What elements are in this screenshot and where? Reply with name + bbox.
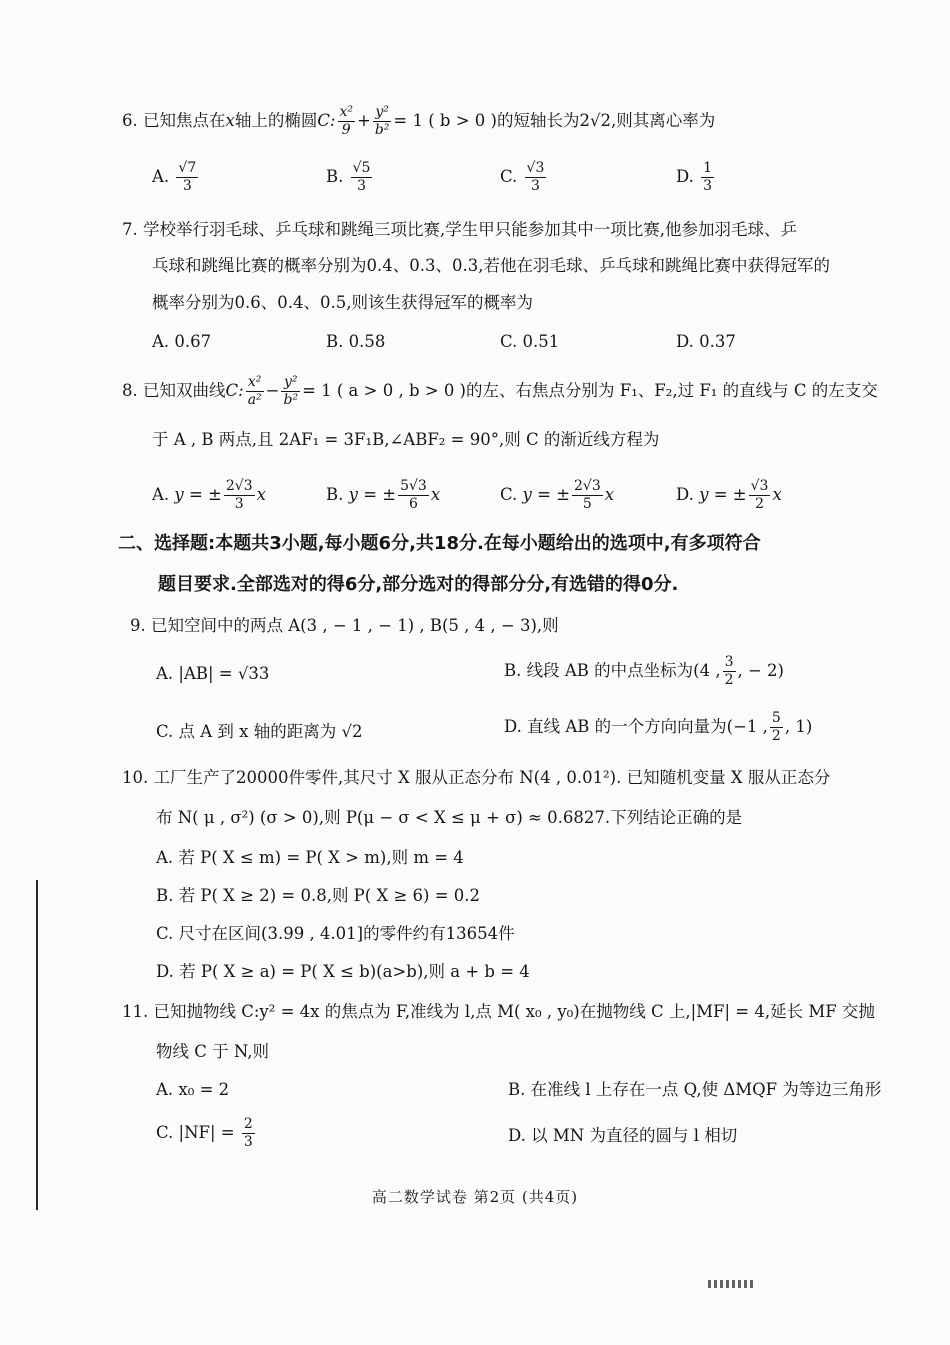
option-a [152, 160, 200, 195]
option-text: 0.67 [174, 332, 212, 351]
numerator: 5 [771, 710, 781, 726]
option-d [504, 710, 812, 745]
question-number: 10. [122, 768, 149, 787]
fraction [373, 104, 392, 139]
option-label: D. [676, 167, 694, 186]
numerator: √3 [526, 160, 545, 176]
option-c [500, 160, 548, 195]
option-c [500, 478, 614, 513]
numerator: y² [281, 374, 300, 392]
question-number: 11. [122, 1002, 149, 1021]
question-9 [130, 614, 559, 638]
numerator: √5 [352, 160, 371, 176]
numerator: √3 [750, 478, 769, 494]
question-text: 工厂生产了20000件零件,其尺寸 X 服从正态分布 N(4 , 0.01²). 已知随机变量 X 服从正态分 [153, 768, 831, 787]
option-label: A. [152, 332, 170, 351]
option-text: , 1) [784, 717, 813, 736]
denominator: 3 [243, 1134, 253, 1150]
denominator: 3 [357, 178, 366, 194]
variable: x [430, 485, 441, 504]
question-text: 已知空间中的两点 A(3 , − 1 , − 1) , B(5 , 4 , − 3),则 [151, 616, 559, 635]
option-b [326, 478, 440, 513]
question-number: 6. [122, 111, 138, 130]
option-text: D. 直线 AB 的一个方向向量为(−1 , [504, 717, 768, 736]
numerator: y² [373, 104, 392, 122]
fraction [176, 160, 198, 195]
denominator: 3 [531, 178, 540, 194]
option-label: B. [326, 167, 344, 186]
option-label: D. [676, 485, 694, 504]
option-text: y = ± [699, 485, 747, 504]
variable: x [772, 485, 782, 504]
option-b: B. 在准线 l 上存在一点 Q,使 ΔMQF 为等边三角形 [508, 1080, 882, 1099]
denominator: 3 [182, 178, 192, 194]
question-11-line-2: 物线 C 于 N,则 [156, 1042, 269, 1061]
operator: − [265, 381, 280, 400]
question-number: 9. [130, 616, 146, 635]
numerator: 2√3 [225, 478, 253, 494]
question-8 [122, 374, 878, 409]
option-text: , − 2) [737, 661, 784, 680]
option-d: D. 以 MN 为直径的圆与 l 相切 [508, 1126, 738, 1145]
fraction [242, 1116, 255, 1151]
numerator: 1 [703, 160, 713, 176]
question-10-line-2: 布 N( μ , σ²) (σ > 0),则 P(μ − σ < X ≤ μ + σ) ≈ 0.6827.下列结论正确的是 [156, 808, 743, 827]
fraction [398, 478, 429, 513]
option-text: 0.58 [348, 332, 386, 351]
question-text: 学校举行羽毛球、乒乓球和跳绳三项比赛,学生甲只能参加其中一项比赛,他参加羽毛球、乒 [143, 220, 797, 239]
denominator: 3 [703, 178, 713, 194]
variable: x [256, 485, 266, 504]
denominator: 3 [234, 496, 244, 512]
denominator: b² [283, 392, 299, 408]
option-d [676, 330, 736, 354]
option-c [500, 330, 559, 354]
variable: x [604, 485, 615, 504]
question-text: 已知抛物线 C:y² = 4x 的焦点为 F,准线为 l,点 M( x₀ , y₀)在抛物线 C 上,|MF| = 4,延长 MF 交抛 [153, 1002, 875, 1021]
denominator: 9 [341, 122, 351, 138]
question-10 [122, 766, 830, 790]
fraction [338, 104, 356, 139]
question-6 [122, 104, 715, 139]
fraction [525, 160, 547, 195]
question-text: 轴上的椭圆 [234, 111, 318, 130]
denominator: b² [374, 122, 390, 138]
fraction [770, 710, 783, 745]
fraction [749, 478, 771, 513]
section-heading: 二、选择题:本题共3小题,每小题6分,共18分.在每小题给出的选项中,有多项符合 [118, 533, 761, 554]
option-label: C. [500, 485, 518, 504]
question-number: 7. [122, 220, 138, 239]
fraction [723, 654, 736, 689]
option-label: A. [152, 485, 170, 504]
question-text: 已知双曲线 [143, 381, 226, 400]
option-text: 0.37 [699, 332, 736, 351]
question-8-line-2: 于 A , B 两点,且 2AF₁ = 3F₁B,∠ABF₂ = 90°,则 C 的渐近线方程为 [152, 430, 660, 449]
denominator: 5 [582, 496, 592, 512]
fraction [224, 478, 255, 513]
option-d [676, 160, 716, 195]
fraction [572, 478, 603, 513]
numerator: √7 [178, 160, 197, 176]
question-text: 已知焦点在 [143, 111, 226, 130]
question-7-line-2: 乓球和跳绳比赛的概率分别为0.4、0.3、0.3,若他在羽毛球、乒乓球和跳绳比赛中获得冠军的 [152, 256, 830, 275]
scan-edge-line [36, 880, 38, 1210]
page-footer: 高二数学试卷 第2页 (共4页) [371, 1188, 579, 1206]
fraction [351, 160, 373, 195]
section-heading-line-2: 题目要求.全部选对的得6分,部分选对的得部分分,有选错的得0分. [158, 574, 679, 595]
numerator: x² [246, 374, 264, 392]
option-text: 0.51 [522, 332, 560, 351]
denominator: 2 [771, 728, 781, 744]
option-b [326, 160, 374, 195]
option-label: B. [326, 485, 344, 504]
option-b [326, 330, 385, 354]
denominator: 2 [755, 496, 764, 512]
option-d: D. 若 P( X ≥ a) = P( X ≤ b)(a>b),则 a + b = 4 [156, 962, 530, 981]
numerator: x² [339, 104, 354, 120]
option-a: A. |AB| = √33 [156, 664, 270, 683]
variable: C: [317, 111, 336, 130]
denominator: 6 [409, 496, 418, 512]
question-7-line-3: 概率分别为0.6、0.4、0.5,则该生获得冠军的概率为 [152, 293, 533, 312]
numerator: 2√3 [574, 478, 601, 494]
question-text: = 1 ( a > 0 , b > 0 )的左、右焦点分别为 F₁、F₂,过 F₁ 的直线与 C 的左支交 [302, 381, 878, 400]
fraction [246, 374, 264, 409]
question-text: 的短轴长为2√2,则其离心率为 [496, 111, 716, 130]
question-7 [122, 218, 797, 242]
numerator: 3 [724, 654, 734, 670]
option-b: B. 若 P( X ≥ 2) = 0.8,则 P( X ≥ 6) = 0.2 [156, 886, 481, 905]
option-b [504, 654, 784, 689]
option-label: A. [152, 167, 170, 186]
question-number: 8. [122, 381, 138, 400]
option-c [156, 1116, 257, 1151]
option-label: D. [676, 332, 694, 351]
variable: C: [225, 381, 244, 400]
question-11 [122, 1000, 875, 1024]
fraction [281, 374, 300, 409]
option-a [152, 330, 211, 354]
option-c: C. 点 A 到 x 轴的距离为 √2 [156, 722, 363, 741]
option-label: C. [500, 167, 518, 186]
option-a: A. 若 P( X ≤ m) = P( X > m),则 m = 4 [156, 848, 464, 867]
option-text: y = ± [348, 485, 397, 504]
denominator: 2 [724, 672, 734, 688]
option-a: A. x₀ = 2 [156, 1080, 230, 1099]
option-d [676, 478, 782, 513]
option-label: B. [326, 332, 344, 351]
numerator: 5√3 [400, 478, 427, 494]
option-a [152, 478, 266, 513]
fraction [701, 160, 714, 195]
variable: x [225, 111, 235, 130]
option-text: C. |NF| = [156, 1123, 235, 1142]
qr-code-fragment [708, 1280, 754, 1288]
numerator: 2 [243, 1116, 253, 1132]
option-text: y = ± [522, 485, 571, 504]
denominator: a² [247, 392, 262, 408]
operator: + [357, 111, 371, 130]
option-label: C. [500, 332, 518, 351]
equation: = 1 ( b > 0 ) [393, 111, 497, 130]
option-c: C. 尺寸在区间(3.99 , 4.01]的零件约有13654件 [156, 924, 515, 943]
option-text: B. 线段 AB 的中点坐标为(4 , [504, 661, 721, 680]
option-text: y = ± [174, 485, 222, 504]
